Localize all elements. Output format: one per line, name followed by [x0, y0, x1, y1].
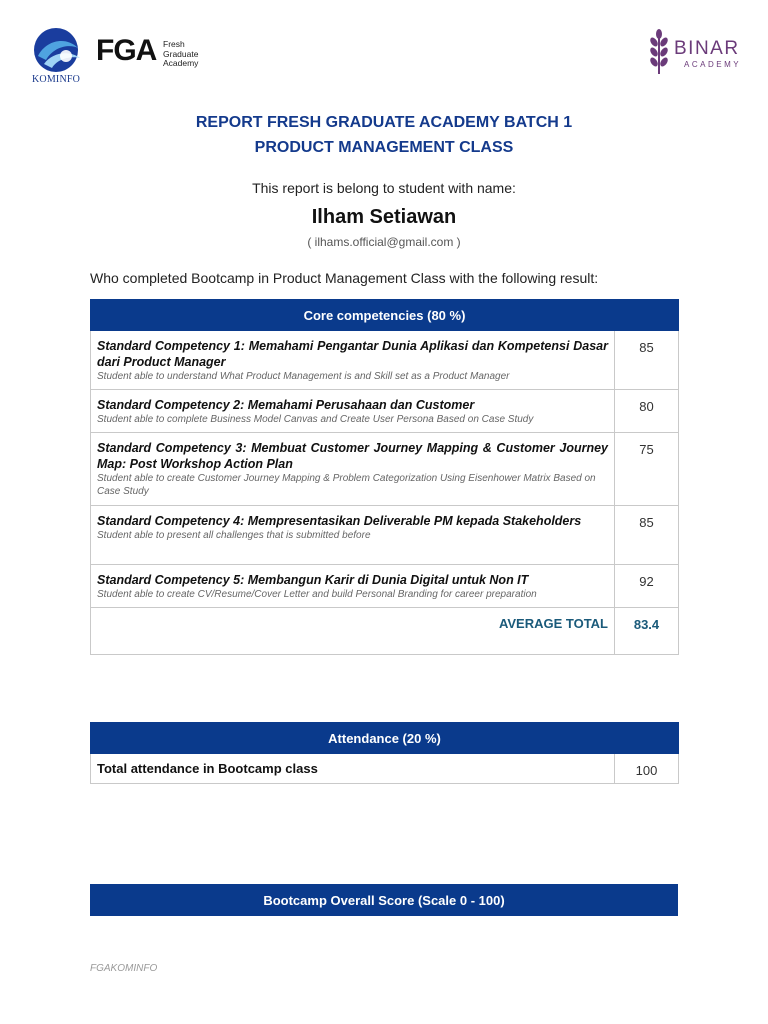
table-row: [91, 331, 679, 390]
fga-subtitle-line: Graduate: [163, 48, 199, 59]
report-title: REPORT FRESH GRADUATE ACADEMY BATCH 1: [195, 114, 573, 131]
competency-cell: [91, 390, 615, 433]
kominfo-label: KOMINFO: [32, 74, 81, 85]
competency-score: 80: [615, 390, 679, 433]
competency-title: Standard Competency 3: Membuat Customer Journey Mapping & Customer Journey Map: Post Workshop Action Plan: [97, 441, 608, 471]
overall-score-header: Bootcamp Overall Score (Scale 0 - 100): [91, 885, 678, 916]
fga-logo-text: FGA: [96, 34, 157, 67]
competency-cell: [91, 433, 615, 506]
competency-note: Student able to present all challenges that is submitted before: [97, 530, 371, 541]
student-email: ( ilhams.official@gmail.com ): [307, 235, 461, 249]
attendance-header: Attendance (20 %): [91, 723, 679, 754]
overall-score-table: [90, 884, 678, 916]
competency-score: 75: [615, 433, 679, 506]
table-row: [91, 390, 679, 433]
binar-logo-subtitle: ACADEMY: [684, 60, 742, 69]
attendance-label: Total attendance in Bootcamp class: [91, 754, 615, 784]
table-row: [91, 565, 679, 608]
fga-subtitle-line: Fresh: [163, 39, 185, 49]
report-subtitle: PRODUCT MANAGEMENT CLASS: [254, 139, 514, 156]
competency-title: Standard Competency 1: Memahami Pengantar Dunia Aplikasi dan Kompetensi Dasar dari Product Manager: [97, 339, 608, 369]
footer-text: FGAKOMINFO: [90, 963, 158, 974]
student-name: Ilham Setiawan: [311, 206, 457, 228]
completed-text: Who completed Bootcamp in Product Management Class with the following result:: [90, 270, 599, 286]
binar-academy-logo: [646, 28, 746, 78]
competency-cell: [91, 506, 615, 565]
table-row: [91, 506, 679, 565]
binar-logo-text: BINAR: [674, 38, 740, 59]
competency-cell: [91, 331, 615, 390]
average-row: [91, 608, 679, 655]
core-competencies-header: Core competencies (80 %): [91, 300, 679, 331]
attendance-value: 100: [615, 754, 679, 784]
table-row: [91, 433, 679, 506]
table-row: [91, 754, 679, 784]
competency-score: 85: [615, 331, 679, 390]
average-total-value: 83.4: [615, 608, 679, 655]
competency-note: Student able to create Customer Journey Mapping & Problem Categorization Using Eisenhower Matrix Based on Case Study: [97, 473, 596, 497]
core-competencies-table: [90, 299, 679, 655]
wheat-icon: [646, 28, 672, 76]
competency-cell: [91, 565, 615, 608]
belong-text: This report is belong to student with name:: [252, 180, 516, 196]
attendance-table: [90, 722, 679, 784]
fga-subtitle-line: Academy: [163, 58, 199, 68]
fga-kominfo-logo: [32, 26, 222, 88]
fga-subtitle: [163, 40, 198, 69]
competency-score: 92: [615, 565, 679, 608]
average-total-label: AVERAGE TOTAL: [91, 608, 615, 655]
competency-title: Standard Competency 5: Membangun Karir di Dunia Digital untuk Non IT: [97, 573, 529, 587]
kominfo-logo-icon: [32, 26, 84, 74]
competency-note: Student able to understand What Product Management is and Skill set as a Product Manager: [97, 371, 510, 382]
competency-note: Student able to create CV/Resume/Cover Letter and build Personal Branding for career preparation: [97, 589, 537, 600]
competency-title: Standard Competency 4: Mempresentasikan Deliverable PM kepada Stakeholders: [97, 514, 582, 528]
competency-score: 85: [615, 506, 679, 565]
competency-title: Standard Competency 2: Memahami Perusahaan dan Customer: [97, 398, 475, 412]
competency-note: Student able to complete Business Model Canvas and Create User Persona Based on Case Study: [97, 414, 534, 425]
